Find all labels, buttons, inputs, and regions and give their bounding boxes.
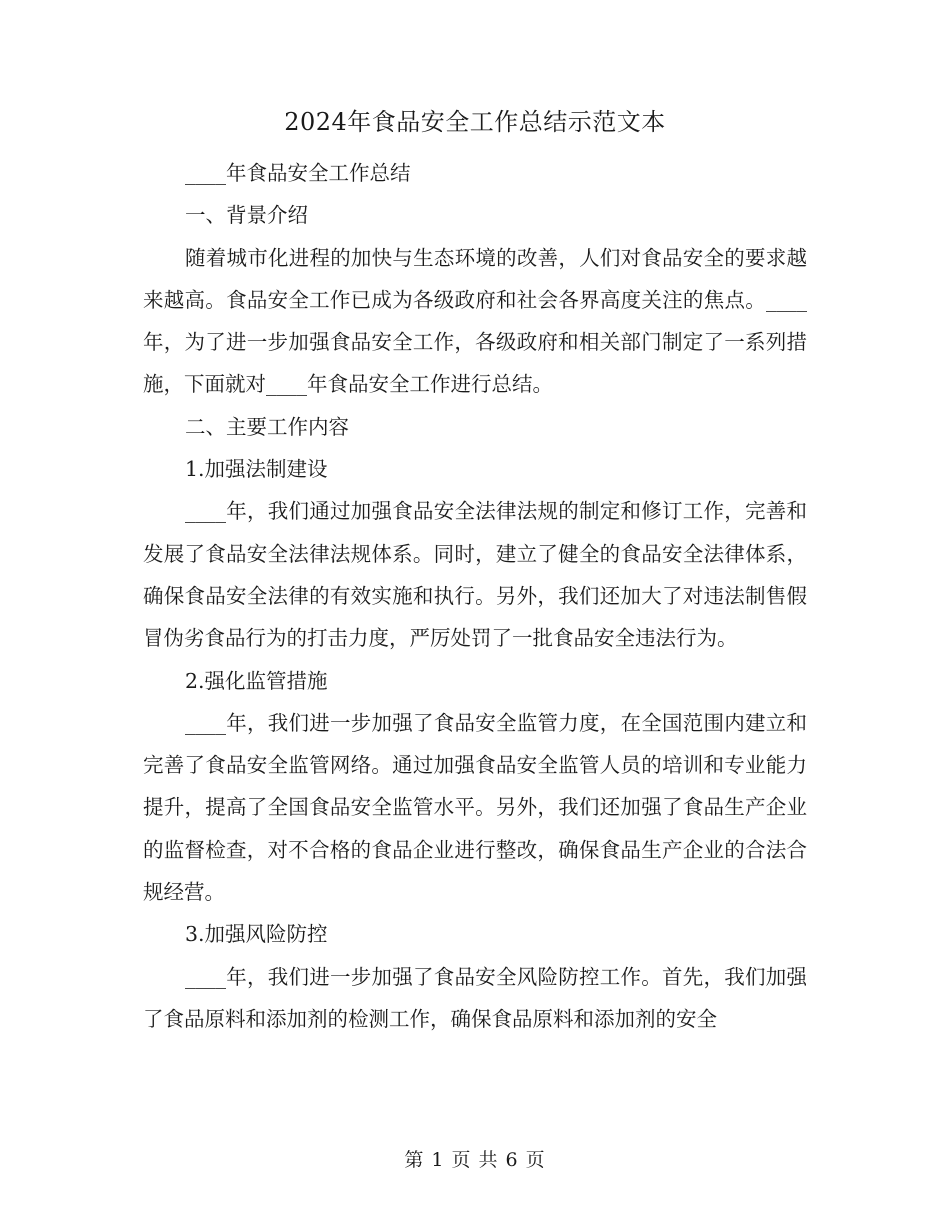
section-heading-background: 一、背景介绍 bbox=[185, 203, 308, 228]
legal-construction-paragraph: ____年，我们通过加强食品安全法律法规的制定和修订工作，完善和发展了食品安全法律法规体系。同时，建立了健全的食品安全法律体系，确保食品安全法律的有效实施和执行。另外，我们还加大了对违法制售假冒伪劣食品行为的打击力度，严厉处罚了一批食品安全违法行为。 bbox=[143, 499, 807, 651]
page-footer: 第 1 页 共 6 页 bbox=[404, 1149, 546, 1171]
document-body bbox=[143, 152, 807, 1040]
document-title: 2024年食品安全工作总结示范文本 bbox=[284, 108, 666, 136]
subtitle-paragraph: ____年食品安全工作总结 bbox=[185, 161, 411, 185]
section-heading-main-work: 二、主要工作内容 bbox=[185, 414, 349, 439]
subheading-supervision: 2.强化监管措施 bbox=[185, 668, 328, 693]
supervision-paragraph: ____年，我们进一步加强了食品安全监管力度，在全国范围内建立和完善了食品安全监管网络。通过加强食品安全监管人员的培训和专业能力提升，提高了全国食品安全监管水平。另外，我们还加强了食品生产企业的监督检查，对不合格的食品企业进行整改，确保食品生产企业的合法合规经营。 bbox=[143, 710, 807, 905]
background-paragraph: 随着城市化进程的加快与生态环境的改善，人们对食品安全的要求越来越高。食品安全工作已成为各级政府和社会各界高度关注的焦点。____年，为了进一步加强食品安全工作，各级政府和相关部门制定了一系列措施，下面就对____年食品安全工作进行总结。 bbox=[143, 245, 807, 397]
subheading-risk-control: 3.加强风险防控 bbox=[185, 922, 328, 947]
subheading-legal-construction: 1.加强法制建设 bbox=[185, 457, 328, 482]
risk-control-paragraph: ____年，我们进一步加强了食品安全风险防控工作。首先，我们加强了食品原料和添加剂的检测工作，确保食品原料和添加剂的安全 bbox=[143, 964, 807, 1031]
